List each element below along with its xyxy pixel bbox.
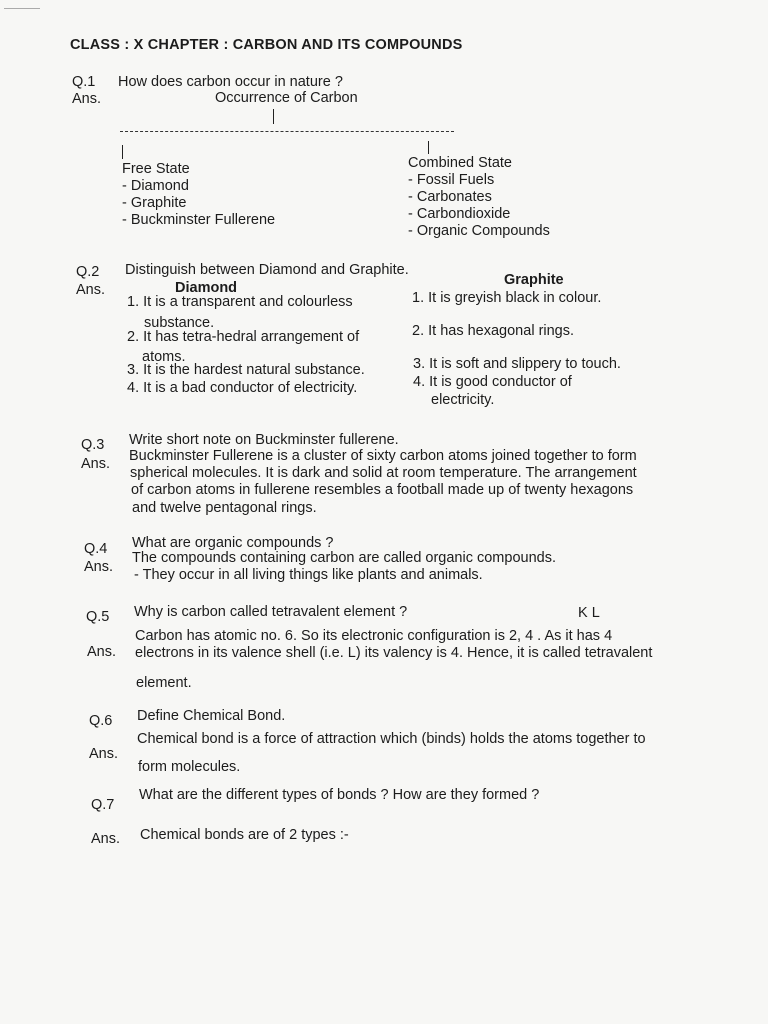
scan-mark — [4, 8, 40, 9]
free-state-item: - Graphite — [122, 195, 187, 211]
q7-label: Q.7 — [91, 797, 115, 813]
q4-ans-label: Ans. — [84, 559, 114, 575]
q7-question: What are the different types of bonds ? How are they formed ? — [139, 787, 540, 803]
q2-question: Distinguish between Diamond and Graphite. — [125, 262, 409, 278]
q5-label: Q.5 — [86, 609, 110, 625]
diamond-heading: Diamond — [175, 280, 238, 296]
page-title: CLASS : X CHAPTER : CARBON AND ITS COMPOUNDS — [70, 37, 463, 53]
combined-state-item: - Carbondioxide — [408, 206, 511, 222]
q6-ans-label: Ans. — [89, 746, 119, 762]
shell-labels: K L — [578, 605, 600, 621]
q6-answer-line: Chemical bond is a force of attraction which (binds) holds the atoms together to — [137, 731, 646, 747]
q4-question: What are organic compounds ? — [132, 535, 334, 551]
q3-answer-line: Buckminster Fullerene is a cluster of sixty carbon atoms joined together to form — [129, 448, 637, 464]
diamond-point-cont: atoms. — [142, 349, 186, 365]
q1-ans-label: Ans. — [72, 91, 102, 107]
diamond-point: 3. It is the hardest natural substance. — [127, 362, 365, 378]
free-state-item: - Diamond — [122, 178, 189, 194]
q6-label: Q.6 — [89, 713, 113, 729]
q3-answer-line: and twelve pentagonal rings. — [132, 500, 317, 516]
graphite-point: 2. It has hexagonal rings. — [412, 323, 575, 339]
graphite-point: 1. It is greyish black in colour. — [412, 290, 602, 306]
combined-state-item: - Fossil Fuels — [408, 172, 495, 188]
q6-answer-line: form molecules. — [138, 759, 241, 775]
diagram-root: Occurrence of Carbon — [215, 90, 358, 106]
q4-answer-line: The compounds containing carbon are called organic compounds. — [132, 550, 556, 566]
diamond-point-cont: substance. — [144, 315, 215, 331]
diamond-point: 1. It is a transparent and colourless — [127, 294, 353, 310]
q7-ans-label: Ans. — [91, 831, 121, 847]
diagram-branch-line — [120, 131, 454, 132]
q5-answer-line: element. — [136, 675, 192, 691]
q3-ans-label: Ans. — [81, 456, 111, 472]
q1-question: How does carbon occur in nature ? — [118, 74, 343, 90]
q7-answer-line: Chemical bonds are of 2 types :- — [140, 827, 349, 843]
diagram-free-connector — [122, 145, 123, 159]
diamond-point: 4. It is a bad conductor of electricity. — [127, 380, 358, 396]
graphite-point: 4. It is good conductor of — [413, 374, 572, 390]
q6-question: Define Chemical Bond. — [137, 708, 286, 724]
graphite-point-cont: electricity. — [431, 392, 495, 408]
q1-label: Q.1 — [72, 74, 96, 90]
q3-answer-line: of carbon atoms in fullerene resembles a football made up of twenty hexagons — [131, 482, 634, 498]
graphite-point: 3. It is soft and slippery to touch. — [413, 356, 621, 372]
diagram-root-connector — [273, 109, 274, 124]
q5-answer-line: electrons in its valence shell (i.e. L) its valency is 4. Hence, it is called tetravalent — [135, 645, 653, 661]
q5-answer-line: Carbon has atomic no. 6. So its electronic configuration is 2, 4 . As it has 4 — [135, 628, 613, 644]
combined-state-heading: Combined State — [408, 155, 512, 171]
q5-ans-label: Ans. — [87, 644, 117, 660]
q2-ans-label: Ans. — [76, 282, 106, 298]
combined-state-item: - Organic Compounds — [408, 223, 550, 239]
q3-answer-line: spherical molecules. It is dark and solid at room temperature. The arrangement — [130, 465, 637, 481]
q3-question: Write short note on Buckminster fullerene. — [129, 432, 399, 448]
q4-label: Q.4 — [84, 541, 108, 557]
free-state-item: - Buckminster Fullerene — [122, 212, 276, 228]
q5-question: Why is carbon called tetravalent element ? — [134, 604, 408, 620]
combined-state-item: - Carbonates — [408, 189, 492, 205]
q4-answer-line: - They occur in all living things like plants and animals. — [134, 567, 483, 583]
graphite-heading: Graphite — [504, 272, 564, 288]
q3-label: Q.3 — [81, 437, 105, 453]
diamond-point: 2. It has tetra-hedral arrangement of — [127, 329, 360, 345]
q2-label: Q.2 — [76, 264, 100, 280]
diagram-combined-connector — [428, 141, 429, 154]
free-state-heading: Free State — [122, 161, 190, 177]
